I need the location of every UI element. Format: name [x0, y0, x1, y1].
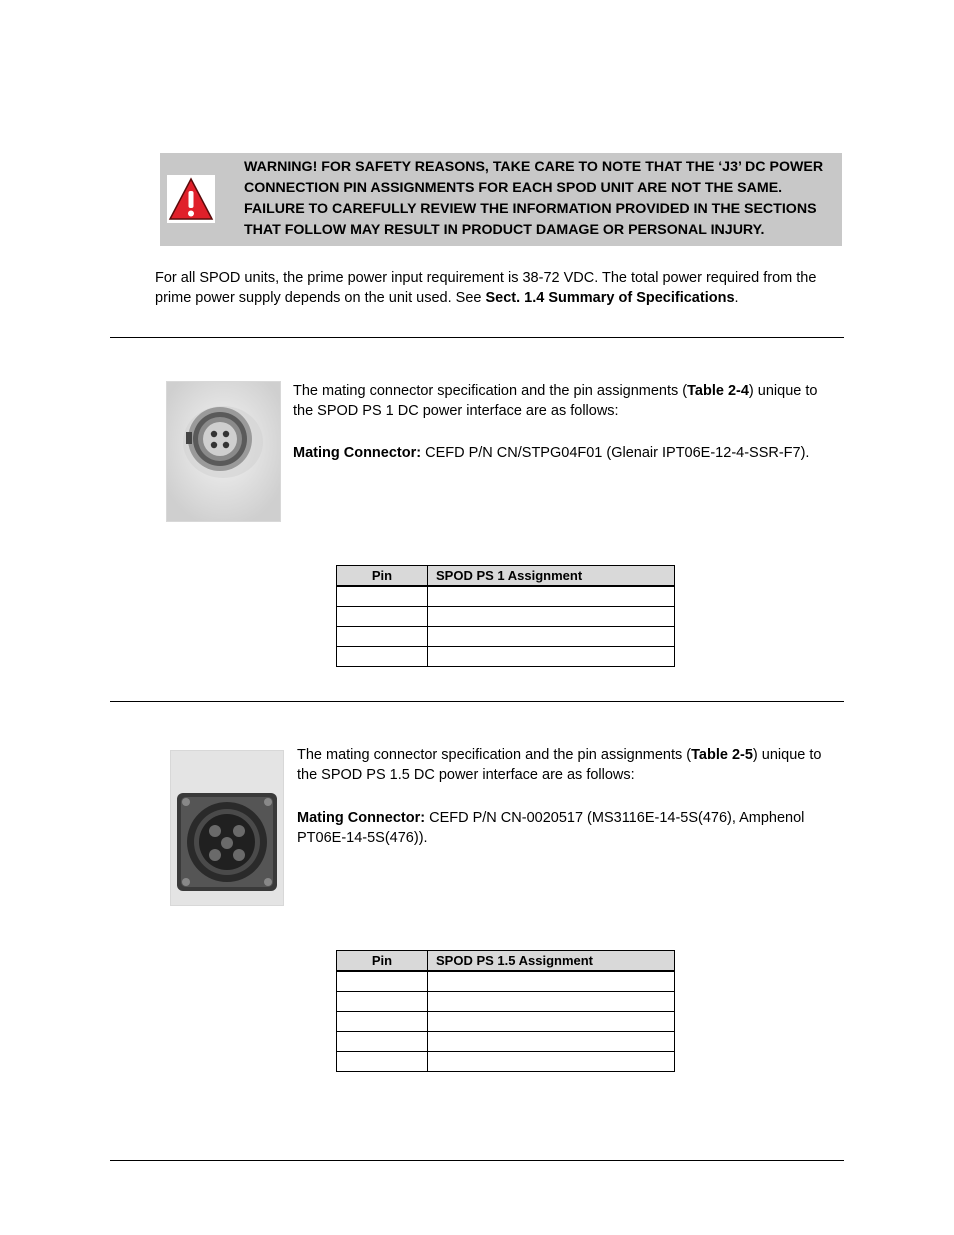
- ps15-pin-table: [336, 950, 675, 1072]
- assignment-header: SPOD PS 1 Assignment: [428, 566, 675, 587]
- assignment-header: SPOD PS 1.5 Assignment: [428, 951, 675, 972]
- pin-header: Pin: [337, 566, 428, 587]
- ps1-description: The mating connector specification and the pin assignments (Table 2-4) unique to the SPOD PS 1 DC power interface are as follows:: [293, 383, 818, 419]
- intro-text: For all SPOD units, the prime power input requirement is 38-72 VDC. The total power required from the prime power supply depends on the unit used. See: [155, 270, 817, 306]
- connector-photo-ps1: [166, 381, 281, 522]
- warning-text: WARNING! FOR SAFETY REASONS, TAKE CARE TO NOTE THAT THE ‘J3’ DC POWER CONNECTION PIN ASSIGNMENTS FOR EACH SPOD UNIT ARE NOT THE SAME. FAILURE TO CAREFULLY REVIEW THE INFORMATION PROVIDED IN THE SECTIONS THAT FOLLOW MAY RESULT IN PRODUCT DAMAGE OR PERSONAL INJURY.: [244, 159, 824, 238]
- intro-end: .: [734, 290, 739, 306]
- table-row: [337, 627, 675, 647]
- table-row: [337, 607, 675, 627]
- ps15-mating-connector: Mating Connector: CEFD P/N CN-0020517 (MS3116E-14-5S(476), Amphenol PT06E-14-5S(476)).: [297, 810, 805, 846]
- warning-triangle-icon: [167, 175, 215, 223]
- table-ref-2-5: Table 2-5: [691, 747, 753, 763]
- section-divider-1: [110, 337, 844, 338]
- table-row: [337, 992, 675, 1012]
- section-divider-2: [110, 701, 844, 702]
- table-ref-2-4: Table 2-4: [687, 383, 749, 399]
- spec-reference: Sect. 1.4 Summary of Specifications: [485, 290, 735, 306]
- intro-paragraph: [155, 268, 845, 308]
- table-row: [337, 1032, 675, 1052]
- ps1-pin-table: [336, 565, 675, 667]
- table-row: [337, 1012, 675, 1032]
- table-row: [337, 647, 675, 667]
- page-footer-rule: [110, 1160, 844, 1161]
- table-row: [337, 971, 675, 992]
- pin-header: Pin: [337, 951, 428, 972]
- table-row: [337, 586, 675, 607]
- table-row: [337, 1052, 675, 1072]
- connector-photo-ps15: [170, 750, 284, 906]
- ps15-description: The mating connector specification and the pin assignments (Table 2-5) unique to the SPOD PS 1.5 DC power interface are as follows:: [297, 747, 822, 783]
- ps1-mating-connector: Mating Connector: CEFD P/N CN/STPG04F01 (Glenair IPT06E-12-4-SSR-F7).: [293, 445, 810, 461]
